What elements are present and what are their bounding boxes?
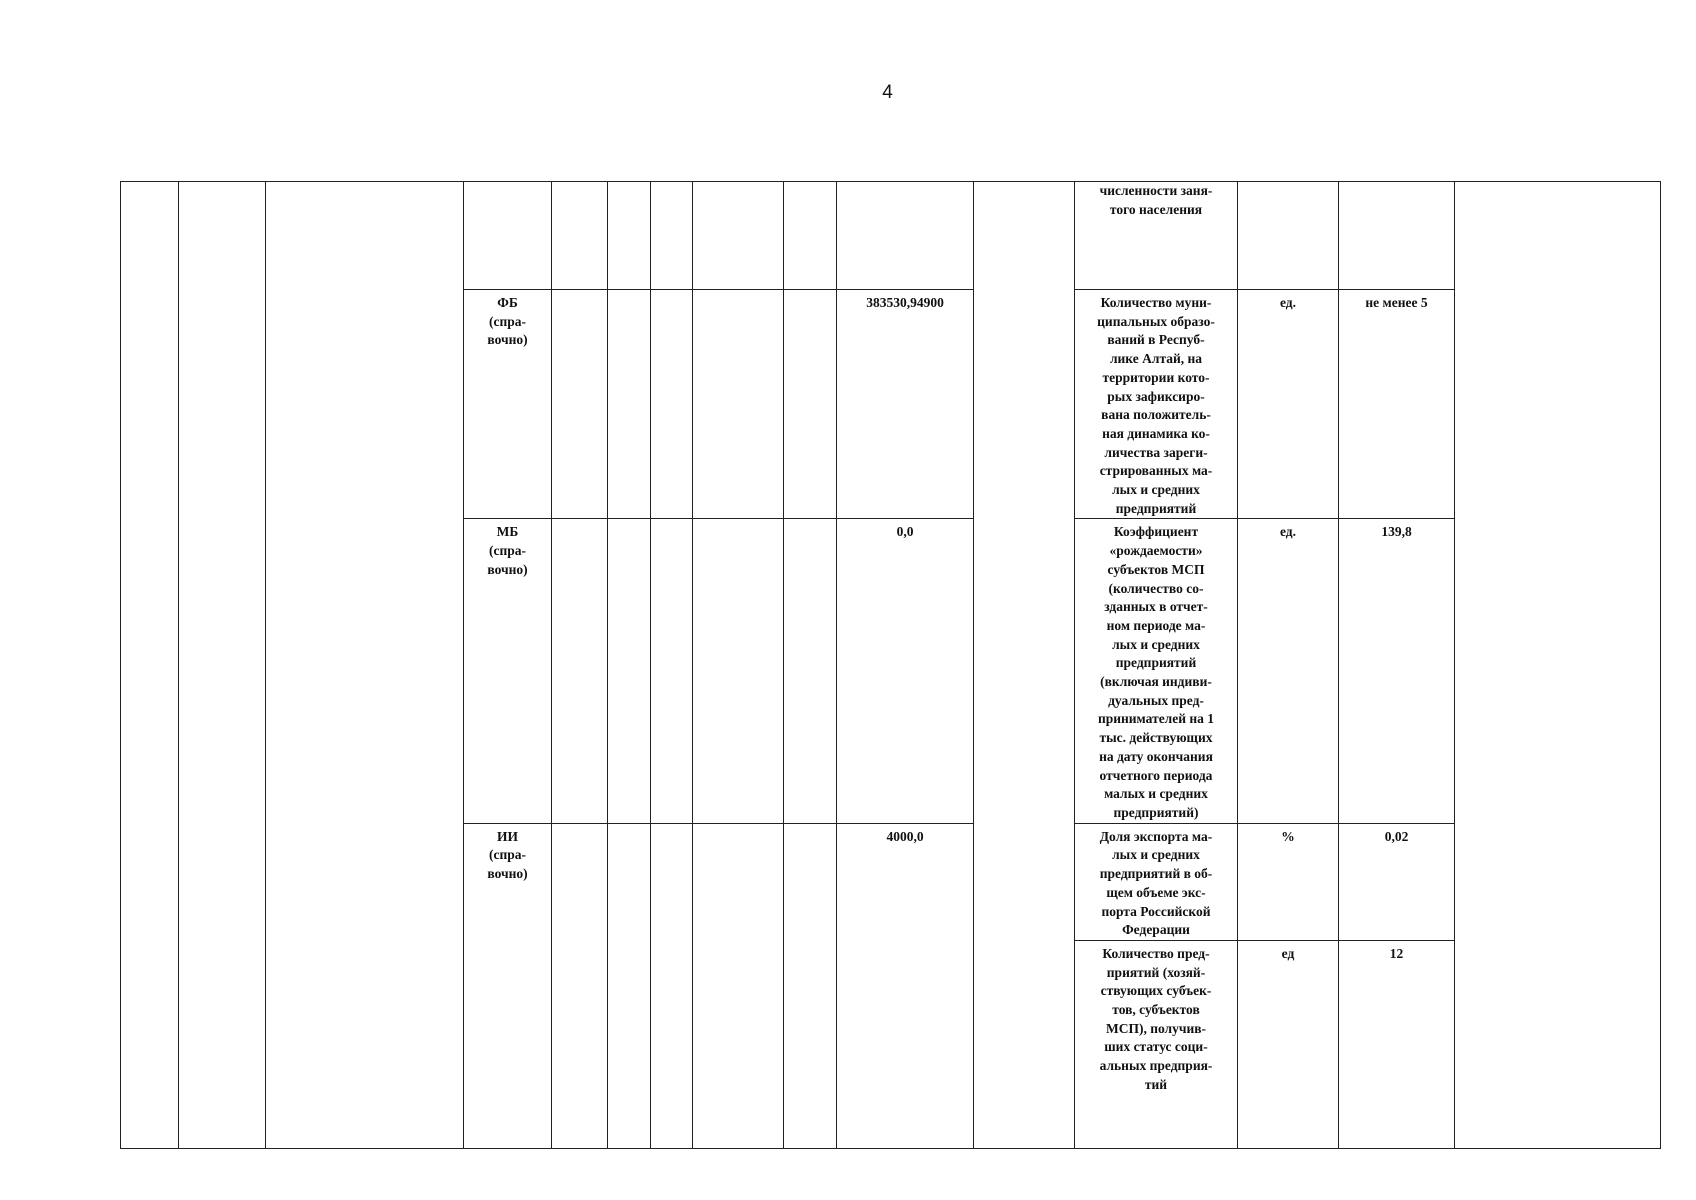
value-cell (552, 823, 608, 1148)
value-cell (784, 519, 837, 823)
indicator-cell: Доля экспорта ма- лых и средних предприятий в об- щем объеме экс- порта Российской Федерации (1075, 823, 1238, 940)
col-1-cell (121, 182, 179, 1149)
source-cell (464, 182, 552, 290)
indicator-cell: Количество муни- ципальных образо- ваний в Респуб- лике Алтай, на территории кото- рых зафиксиро- вана положитель- ная динамика ко- личества зареги- стрированных ма- лых и средних предприятий (1075, 290, 1238, 519)
unit-cell: ед. (1238, 290, 1339, 519)
value-cell (693, 823, 784, 1148)
program-table (120, 181, 1661, 1149)
value-cell (608, 823, 651, 1148)
value-cell (608, 519, 651, 823)
value-cell (784, 290, 837, 519)
amount-cell: 4000,0 (837, 823, 974, 1148)
value-cell (651, 519, 693, 823)
value-cell (608, 182, 651, 290)
col-15-cell (1455, 182, 1661, 1149)
unit-cell: % (1238, 823, 1339, 940)
col-3-cell (266, 182, 464, 1149)
amount-cell: 0,0 (837, 519, 974, 823)
value-cell (693, 290, 784, 519)
value-cell (552, 290, 608, 519)
unit-cell (1238, 182, 1339, 290)
value-cell (552, 182, 608, 290)
target-value-cell: 12 (1339, 940, 1455, 1148)
value-cell (693, 519, 784, 823)
target-value-cell: не менее 5 (1339, 290, 1455, 519)
target-value-cell (1339, 182, 1455, 290)
target-value-cell: 139,8 (1339, 519, 1455, 823)
indicator-cell: Коэффициент «рождаемости» субъектов МСП (количество со- зданных в отчет- ном периоде ма- лых и средних предприятий (включая индиви- дуальных пред- принимателей на 1 тыс. действующих на дату окончания отчетного периода малых и средних предприятий) (1075, 519, 1238, 823)
value-cell (693, 182, 784, 290)
source-cell: МБ (спра- вочно) (464, 519, 552, 823)
value-cell (552, 519, 608, 823)
value-cell (651, 290, 693, 519)
indicator-cell: Количество пред- приятий (хозяй- ствующих субъек- тов, субъектов МСП), получив- ших статус соци- альных предприя- тий (1075, 940, 1238, 1148)
value-cell (784, 182, 837, 290)
col-11-cell (974, 182, 1075, 1149)
table-row (121, 182, 1661, 290)
page-number: 4 (882, 82, 893, 103)
indicator-cell: численности заня- того населения (1075, 182, 1238, 290)
source-cell: ИИ (спра- вочно) (464, 823, 552, 1148)
value-cell (651, 182, 693, 290)
value-cell (784, 823, 837, 1148)
target-value-cell: 0,02 (1339, 823, 1455, 940)
unit-cell: ед (1238, 940, 1339, 1148)
col-2-cell (179, 182, 266, 1149)
unit-cell: ед. (1238, 519, 1339, 823)
amount-cell: 383530,94900 (837, 290, 974, 519)
value-cell (608, 290, 651, 519)
source-cell: ФБ (спра- вочно) (464, 290, 552, 519)
value-cell (651, 823, 693, 1148)
amount-cell (837, 182, 974, 290)
